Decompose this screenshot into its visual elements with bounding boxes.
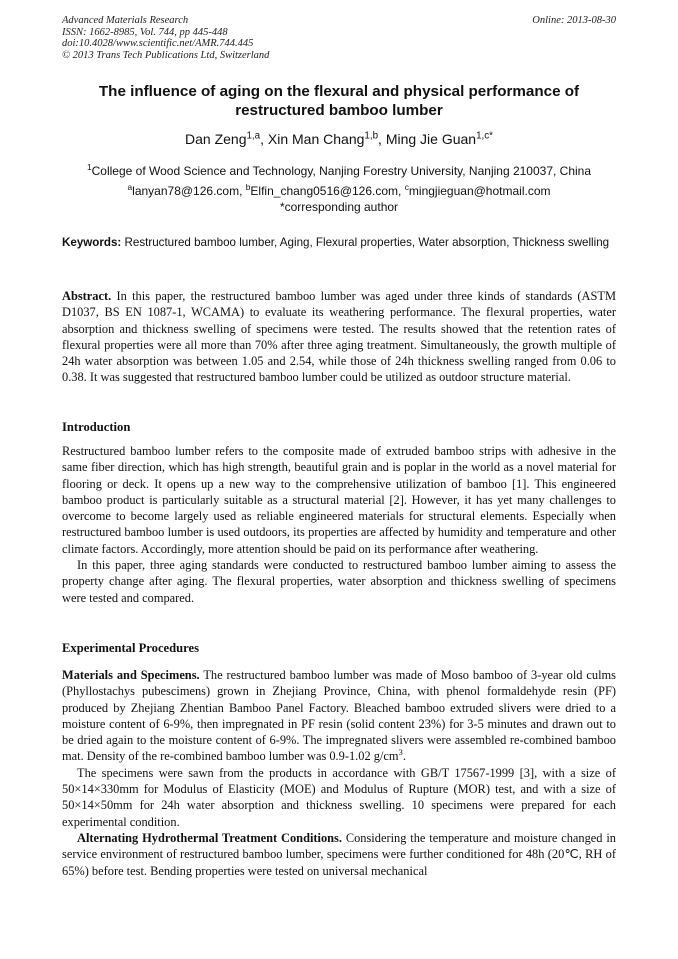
affiliation <box>62 163 616 179</box>
issn-line: ISSN: 1662-8985, Vol. 744, pp 445-448 <box>62 26 228 38</box>
author-name: Ming Jie Guan <box>385 131 477 147</box>
corresponding-note: *corresponding author <box>279 200 399 214</box>
abstract-text: In this paper, the restructured bamboo lumber was aged under three kinds of standards (ASTM D1037, BS EN 1087-1, WCAMA) to evaluate its weathering performance. The flexural properties, water absorption and thickness swelling of specimens were tested. The results showed that the retention rates of flexural properties were all more than 70% after three aging treatment. Simultaneously, the growth multiple of 24h water absorption was between 1.05 and 2.54, while those of 24h thickness swelling ranged from 0.06 to 0.38. It was suggested that restructured bamboo lumber could be utilized as outdoor structure material. <box>62 289 616 385</box>
materials-end: . <box>402 749 406 764</box>
journal-header <box>62 15 616 61</box>
email-block <box>62 183 616 215</box>
copyright-line: © 2013 Trans Tech Publications Ltd, Switzerland <box>62 49 270 61</box>
alternating-label: Alternating Hydrothermal Treatment Conditions. <box>77 830 342 845</box>
paper-title: The influence of aging on the flexural and physical performance of restructured bamboo lumber <box>98 83 580 119</box>
paragraph: The specimens were sawn from the products in accordance with GB/T 17567-1999 [3], with a size of 50×14×330mm for Modulus of Elasticity (MOE) and Modulus of Rupture (MOR) test, and with a size of 50×14×50mm for 24h water absorption and thickness swelling. 10 specimens were prepared for each experimental condition. <box>62 765 616 829</box>
keywords <box>62 235 616 251</box>
paragraph: Restructured bamboo lumber refers to the composite made of extruded bamboo strips with adhesive in the same fiber direction, which has high strength, beautiful grain and is poplar in the world as a novel material for flooring or deck. It opens up a new way to the comprehensive utilization of bamboo [1]. This engineered bamboo product is particularly suitable as a structural material [2]. However, it has yet many challenges to overcome to become largely used as reliable engineered materials for structural elements. Especially when restructured bamboo lumber is used outdoors, its properties are affected by humidity and temperature and other climate factors. Accordingly, more attention should be paid on its performance after weathering. <box>62 444 616 556</box>
author-sup: 1,b <box>364 130 379 142</box>
paragraph <box>62 667 616 765</box>
materials-label: Materials and Specimens. <box>62 668 200 682</box>
paragraph: In this paper, three aging standards were conducted to restructured bamboo lumber aiming to assess the property change after aging. The flexural properties, water absorption and thickness swelling of specimens were tested and compared. <box>62 558 616 605</box>
experimental-body <box>62 667 616 879</box>
materials-text: The restructured bamboo lumber was made of Moso bamboo of 3-year old culms (Phyllostachys pubescimens) grown in Zhejiang Province, China, with phenol formaldehyde resin (PF) produced by Zhejiang Zhentian Bamboo Panel Factory. Bleached bamboo extruded slivers were dried to a moisture content of 6-9%, then impregnated in PF resin (solid content 23%) for 3-5 minutes and drawn out to be dried again to the moisture content of 6-9%. The impregnated slivers were assembled re-combined bamboo mat. Density of the re-combined bamboo lumber was 0.9-1.02 g/cm <box>62 668 616 764</box>
email-link[interactable]: lanyan78@126.com, <box>132 184 246 198</box>
affiliation-text: College of Wood Science and Technology, Nanjing Forestry University, Nanjing 210037, China <box>91 164 592 178</box>
introduction-body <box>62 443 616 606</box>
unit-sup: 3 <box>398 747 403 758</box>
journal-name: Advanced Materials Research <box>62 15 189 26</box>
author-name: Xin Man Chang <box>267 131 365 147</box>
affiliation-sup: 1 <box>86 162 92 172</box>
keywords-label: Keywords: <box>62 236 122 249</box>
email-line <box>62 183 616 199</box>
email-sup: b <box>245 182 251 192</box>
author-name: Dan Zeng <box>185 131 247 147</box>
keywords-text: Restructured bamboo lumber, Aging, Flexural properties, Water absorption, Thickness swelling <box>121 236 610 249</box>
email-link[interactable]: Elfin_chang0516@126.com, <box>250 184 405 198</box>
introduction-heading: Introduction <box>62 420 131 434</box>
author-sup: 1,a <box>246 130 261 142</box>
author-list: Dan Zeng$^{1,a}$, Xin Man Chang$^{1,b}$, Ming Jie Guan$^{1,c*}$ <box>185 130 493 147</box>
alternating-text: Considering the temperature and moisture changed in service environment of restructured bamboo lumber, specimens were further conditioned for 48h (20℃, RH of 65%) before test. Bending properties were tested on universal mechanical <box>62 830 616 878</box>
email-sup: a <box>127 182 133 192</box>
online-date: Online: 2013-08-30 <box>532 15 616 26</box>
author-sup: 1,c* <box>476 130 493 142</box>
paragraph <box>62 830 616 879</box>
abstract <box>62 288 616 386</box>
experimental-heading: Experimental Procedures <box>62 641 199 655</box>
doi-line: doi:10.4028/www.scientific.net/AMR.744.445 <box>62 38 254 49</box>
abstract-label: Abstract. <box>62 289 112 303</box>
email-sup: c <box>404 182 409 192</box>
email-link[interactable]: mingjieguan@hotmail.com <box>408 184 551 198</box>
